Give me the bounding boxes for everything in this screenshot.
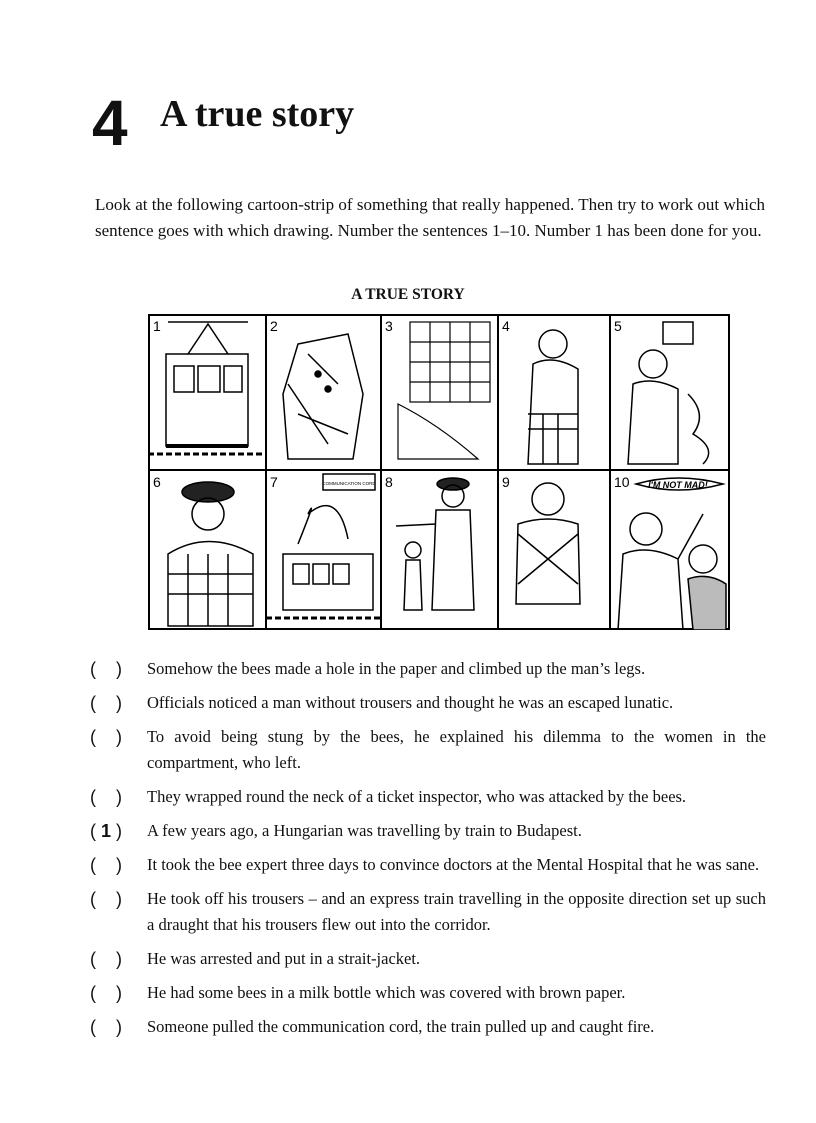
answer-box[interactable]: ( 1 ) [90, 821, 123, 841]
answer-box[interactable]: ( ) [90, 693, 122, 713]
sentence-text: A few years ago, a Hungarian was travelling by train to Budapest. [147, 821, 582, 840]
list-item [90, 980, 766, 1006]
sentence-text: They wrapped round the neck of a ticket inspector, who was attacked by the bees. [147, 787, 687, 806]
answer-number: 1 [101, 821, 112, 841]
sentence-text: To avoid being stung by the bees, he explained his dilemma to the women in the compartment, who left. [147, 727, 766, 772]
sentence-text: It took the bee expert three days to convince doctors at the Mental Hospital that he was sane. [147, 855, 760, 874]
panel-number: 6 [153, 474, 161, 490]
intro-paragraph: Look at the following cartoon-strip of something that really happened. Then try to work out which sentence goes with which drawing. Number the sentences 1–10. Number 1 has been done for you. [95, 195, 765, 240]
list-item [90, 724, 766, 776]
unit-number: 4 [92, 87, 128, 159]
page-title: A true story [160, 93, 355, 135]
answer-box[interactable]: ( ) [90, 949, 122, 969]
strip-title: A TRUE STORY [351, 286, 465, 303]
panel-number: 10 [614, 474, 630, 490]
answer-box[interactable]: ( ) [90, 983, 122, 1003]
answer-box[interactable]: ( ) [90, 889, 122, 909]
answer-box[interactable]: ( ) [90, 855, 122, 875]
list-item [90, 690, 766, 716]
list-item [90, 656, 766, 682]
list-item [90, 946, 766, 972]
answer-box[interactable]: ( ) [90, 1017, 122, 1037]
panel-number: 9 [502, 474, 510, 490]
answer-box[interactable]: ( ) [90, 787, 122, 807]
list-item [90, 852, 766, 878]
list-item [90, 818, 766, 844]
panel-number: 1 [153, 318, 161, 334]
sentence-text: Officials noticed a man without trousers and thought he was an escaped lunatic. [147, 693, 674, 712]
list-item [90, 1014, 766, 1040]
panel-number: 8 [385, 474, 393, 490]
list-item [90, 784, 766, 810]
sentence-list [90, 656, 766, 1048]
answer-box[interactable]: ( ) [90, 659, 122, 679]
panel-number: 4 [502, 318, 510, 334]
list-item [90, 886, 766, 938]
answer-box[interactable]: ( ) [90, 727, 122, 747]
panel-7-sign: COMMUNICATION CORD [322, 481, 376, 486]
sentence-text: He was arrested and put in a strait-jacket. [147, 949, 421, 968]
panel-number: 3 [385, 318, 393, 334]
panel-10-speech: I'M NOT MAD! [648, 480, 708, 490]
sentence-text: Someone pulled the communication cord, the train pulled up and caught fire. [147, 1017, 655, 1036]
sentence-text: He had some bees in a milk bottle which was covered with brown paper. [147, 983, 626, 1002]
panel-number: 2 [270, 318, 278, 334]
panel-number: 5 [614, 318, 622, 334]
sentence-text: He took off his trousers – and an express train travelling in the opposite direction set up such a draught that his trousers flew out into the corridor. [147, 889, 766, 934]
panel-number: 7 [270, 474, 278, 490]
sentence-text: Somehow the bees made a hole in the paper and climbed up the man’s legs. [147, 659, 646, 678]
cartoon-strip [148, 314, 730, 630]
